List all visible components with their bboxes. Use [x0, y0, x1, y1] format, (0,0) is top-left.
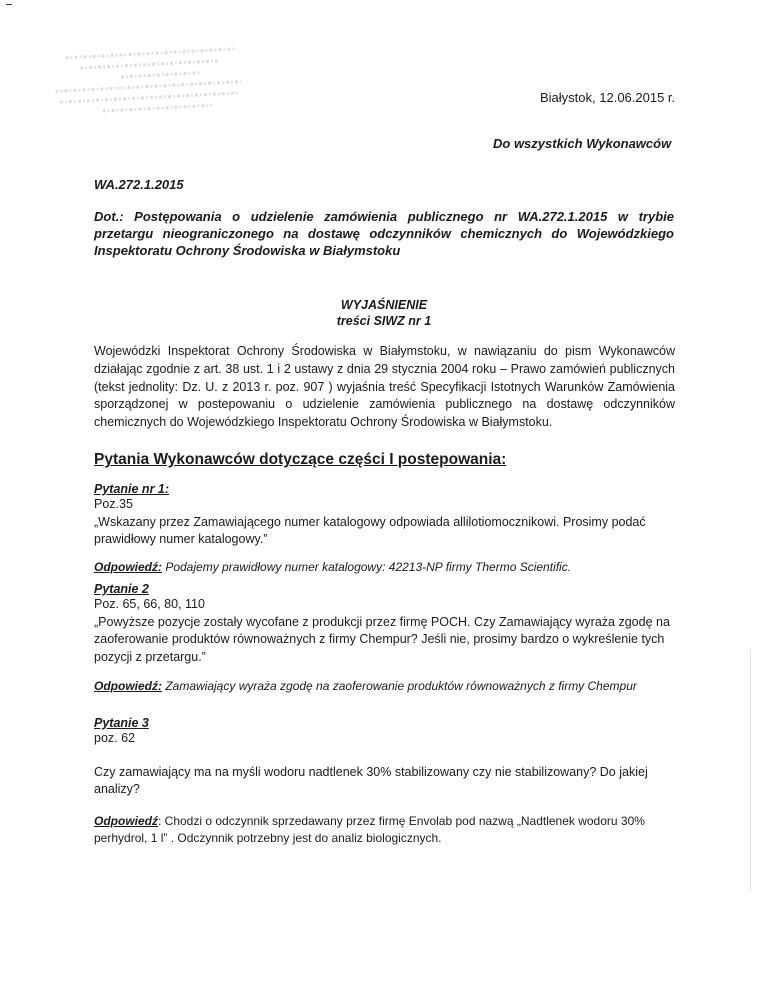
- section-title: Pytania Wykonawców dotyczące części I postepowania:: [94, 451, 507, 468]
- faded-stamp: [50, 47, 251, 153]
- addressee: Do wszystkich Wykonawców: [493, 136, 672, 151]
- question-text: Czy zamawiający ma na myśli wodoru nadtlenek 30% stabilizowany czy nie stabilizowany? Do jakiej analizy?: [94, 764, 648, 796]
- question-title: Pytanie 3: [94, 716, 149, 730]
- question-title: Pytanie nr 1:: [94, 482, 170, 496]
- question-block-2: [94, 582, 674, 695]
- question-title: Pytanie 2: [94, 582, 149, 596]
- answer: [94, 678, 674, 695]
- answer-label: Odpowiedź:: [94, 559, 162, 574]
- answer-label: Odpowiedź:: [94, 679, 162, 693]
- heading-title: WYJAŚNIENIE: [340, 298, 428, 312]
- answer: [94, 559, 674, 576]
- question-text: „Powyższe pozycje zostały wycofane z produkcji przez firmę POCH. Czy Zamawiający wyraża zgodę na zaoferowanie produktów równoważnych z firmy Chempur? Jeśli nie, prosimy bardzo o wykreślenie tych pozycji z przetargu.”: [94, 614, 670, 664]
- answer-text: : Chodzi o odczynnik sprzedawany przez firmę Envolab pod nazwą „Nadtlenek wodoru 30% perhydrol, 1 l” . Odczynnik potrzebny jest do analiz biologicznych.: [94, 813, 645, 845]
- document-date: Białystok, 12.06.2015 r.: [540, 90, 676, 105]
- question-position: poz. 62: [94, 731, 136, 745]
- question-position: Poz.35: [94, 497, 133, 511]
- scan-mark: [6, 4, 12, 5]
- scan-edge-line: [750, 650, 751, 890]
- question-block-3: [94, 716, 674, 847]
- question-text: „Wskazany przez Zamawiającego numer katalogowy odpowiada allilotiomocznikowi. Prosimy podać prawidłowy numer katalogowy.”: [94, 514, 646, 546]
- document-heading: [94, 297, 674, 329]
- heading-subtitle: treści SIWZ nr 1: [336, 314, 432, 328]
- answer-text: Zamawiający wyraża zgodę na zaoferowanie produktów równoważnych z firmy Chempur: [162, 679, 637, 693]
- question-block-1: [94, 482, 674, 576]
- reference-number: WA.272.1.2015: [94, 177, 184, 192]
- intro-paragraph: Wojewódzki Inspektorat Ochrony Środowiska w Białymstoku, w nawiązaniu do pism Wykonawców działając zgodnie z art. 38 ust. 1 i 2 ustawy z dnia 29 stycznia 2004 roku – Prawo zamówień publicznych (tekst jednolity: Dz. U. z 2013 r. poz. 907 ) wyjaśnia treść Specyfikacji Istotnych Warunków Zamówienia sporządzonej w postepowaniu o udzielenie zamówienia publicznego na dostawę odczynników chemicznych do Wojewódzkiego Inspektoratu Ochrony Środowiska w Białymstoku.: [94, 344, 675, 430]
- answer: [94, 813, 674, 847]
- subject-line: Dot.: Postępowania o udzielenie zamówienia publicznego nr WA.272.1.2015 w trybie przetargu nieograniczonego na dostawę odczynników chemicznych do Wojewódzkiego Inspektoratu Ochrony Środowiska w Białymstoku: [94, 209, 674, 258]
- answer-text: Podajemy prawidłowy numer katalogowy: 42213-NP firmy Thermo Scientific.: [162, 559, 572, 574]
- answer-label: Odpowiedź: [94, 813, 158, 828]
- question-position: Poz. 65, 66, 80, 110: [94, 597, 205, 611]
